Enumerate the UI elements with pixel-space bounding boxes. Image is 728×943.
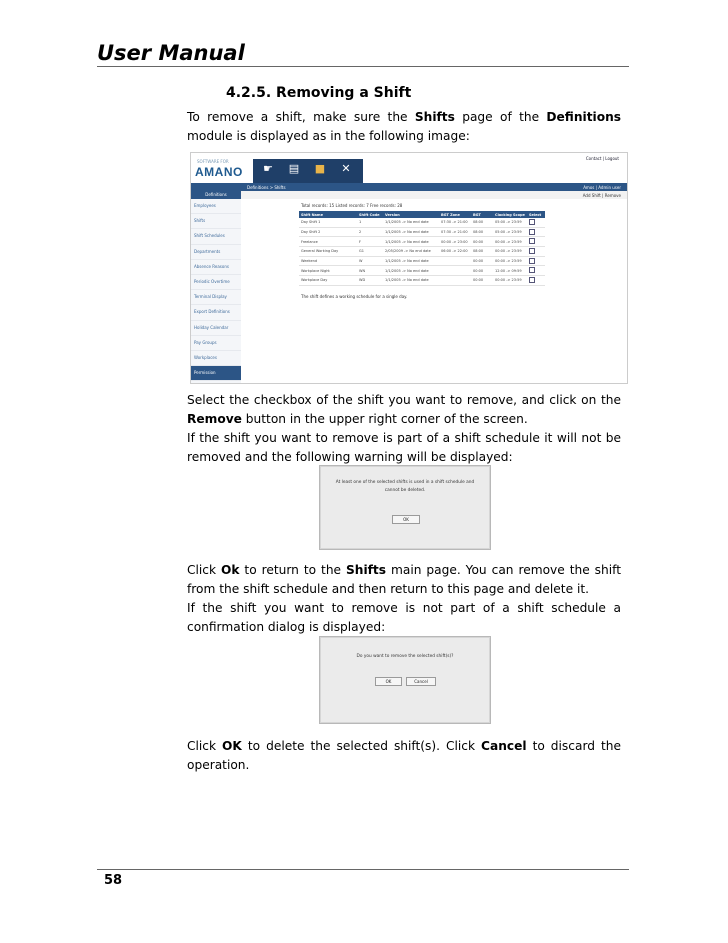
ok-button[interactable]: OK <box>375 677 402 686</box>
cell <box>439 256 471 266</box>
employees-icon: ☛ <box>263 162 273 175</box>
cell: W <box>357 256 383 266</box>
column-header: Select <box>527 211 545 218</box>
cell: 1/1/2005 -> No end date <box>383 218 439 227</box>
module-icon-bar <box>253 159 363 183</box>
confirm-message: Do you want to remove the selected shift(s)? <box>356 654 454 659</box>
select-checkbox <box>527 247 545 257</box>
cell: Weekend <box>299 256 357 266</box>
shifts-page-screenshot <box>190 152 628 384</box>
cell: 00:00 <box>471 256 493 266</box>
cell: 00:00 <box>471 276 493 286</box>
sidebar-item: Terminal Display <box>191 290 241 305</box>
sidebar-item: Permission <box>191 366 241 381</box>
cell: 2 <box>357 227 383 237</box>
cell: 07:30 -> 21:00 <box>439 227 471 237</box>
ok-paragraph: Click Ok to return to the Shifts main page. You can remove the shift from the shift schedule and then return to this page and delete it. If the shift you want to remove is not part of a shift schedule a confirmation dialog is displayed: <box>187 563 621 634</box>
cell <box>439 276 471 286</box>
cell: General Working Day <box>299 247 357 257</box>
cell: 2/05/2009 -> No end date <box>383 247 439 257</box>
cell: 1 <box>357 218 383 227</box>
shifts-table <box>299 211 545 286</box>
column-header: BGT <box>471 211 493 218</box>
warning-dialog <box>319 465 491 550</box>
cell: 00:00 <box>471 237 493 247</box>
column-header: Shift Name <box>299 211 357 218</box>
select-checkbox <box>527 218 545 227</box>
cell: 05:00 -> 23:59 <box>493 227 527 237</box>
sidebar-item: Workplaces <box>191 351 241 366</box>
select-checkbox <box>527 266 545 276</box>
table-row <box>299 218 545 227</box>
select-checkbox <box>527 227 545 237</box>
table-row <box>299 266 545 276</box>
cell: 00:00 -> 23:59 <box>493 256 527 266</box>
sidebar-item: Pay Groups <box>191 336 241 351</box>
table-row <box>299 256 545 266</box>
cell: 05:00 -> 23:59 <box>493 218 527 227</box>
table-row <box>299 237 545 247</box>
column-header: Shift Code <box>357 211 383 218</box>
header-links: Contact | Logout <box>585 156 619 161</box>
user-info: Amos | Admin user <box>583 184 621 190</box>
action-bar <box>191 191 627 199</box>
cell: 00:00 -> 23:59 <box>493 276 527 286</box>
select-checkbox <box>527 276 545 286</box>
select-checkbox <box>527 237 545 247</box>
sidebar-item: Periodic Overtime <box>191 275 241 290</box>
cell: Freelance <box>299 237 357 247</box>
sidebar-item: Holiday Calendar <box>191 321 241 336</box>
warning-line-2: cannot be deleted. <box>384 488 426 493</box>
table-row <box>299 247 545 257</box>
cell: 1/1/2005 -> No end date <box>383 266 439 276</box>
page-number: 58 <box>104 873 123 888</box>
cell: 00:00 <box>471 266 493 276</box>
shift-note: The shift defines a working schedule for a single day. <box>301 294 408 299</box>
definitions-sidebar <box>191 199 241 383</box>
confirm-dialog <box>319 636 491 724</box>
cell: Day Shift 2 <box>299 227 357 237</box>
cell: WN <box>357 266 383 276</box>
intro-paragraph: To remove a shift, make sure the Shifts page of the Definitions module is displayed as in the following image: <box>187 110 621 143</box>
select-checkbox <box>527 256 545 266</box>
amano-logo: AMANO <box>195 165 243 179</box>
app-header <box>191 153 627 183</box>
cell: 08:00 <box>471 227 493 237</box>
manual-title: User Manual <box>97 41 245 65</box>
cell: 1/1/2005 -> No end date <box>383 227 439 237</box>
final-paragraph: Click OK to delete the selected shift(s). Click Cancel to discard the operation. <box>187 739 621 772</box>
sidebar-item: Shift Schedules <box>191 229 241 244</box>
table-header-row <box>299 211 545 218</box>
cell: 00:00 -> 23:59 <box>493 247 527 257</box>
tools-icon: ✕ <box>341 162 351 175</box>
footer-rule <box>97 869 629 870</box>
cell: 00:00 -> 23:59 <box>493 237 527 247</box>
select-paragraph: Select the checkbox of the shift you want to remove, and click on the Remove button in the upper right corner of the screen. If the shift you want to remove is part of a shift schedule it will not be removed and the following warning will be displayed: <box>187 393 621 464</box>
cell: 08:00 <box>471 247 493 257</box>
sidebar-item: Shifts <box>191 214 241 229</box>
column-header: Version <box>383 211 439 218</box>
sidebar-item: Export Definitions <box>191 305 241 320</box>
cell: WD <box>357 276 383 286</box>
cell: F <box>357 237 383 247</box>
column-header: BGT Zone <box>439 211 471 218</box>
cell: 1/1/2005 -> No end date <box>383 256 439 266</box>
cell: 06:00 -> 22:00 <box>439 247 471 257</box>
add-remove-links: Add Shift | Remove <box>582 192 621 198</box>
logo-tagline: SOFTWARE FOR <box>197 159 229 164</box>
folder-icon: ■ <box>314 162 326 175</box>
table-row <box>299 227 545 237</box>
record-counts: Total records: 15 Listed records: 7 Free records: 28 <box>301 203 403 208</box>
sidebar-item: Absence Reasons <box>191 260 241 275</box>
sidebar-item: Employees <box>191 199 241 214</box>
sidebar-item: Departments <box>191 245 241 260</box>
warning-line-1: At least one of the selected shifts is used in a shift schedule and <box>335 480 475 485</box>
cell: Workplace Day <box>299 276 357 286</box>
cell <box>439 266 471 276</box>
cell: 08:00 <box>471 218 493 227</box>
cell: 07:30 -> 21:00 <box>439 218 471 227</box>
cell: Day Shift 1 <box>299 218 357 227</box>
reports-icon: ▤ <box>288 162 300 175</box>
nav-bar <box>191 183 627 191</box>
ok-button[interactable]: OK <box>392 515 420 524</box>
cell: 12:00 -> 09:59 <box>493 266 527 276</box>
cell: 00:00 -> 23:00 <box>439 237 471 247</box>
cell: 1/1/2005 -> No end date <box>383 276 439 286</box>
cell: G1 <box>357 247 383 257</box>
breadcrumb: Definitions > Shifts <box>247 184 286 190</box>
cell: 1/1/2005 -> No end date <box>383 237 439 247</box>
table-row <box>299 276 545 286</box>
column-header: Clocking Scope <box>493 211 527 218</box>
cell: Workplace Night <box>299 266 357 276</box>
definitions-tab: Definitions <box>191 191 241 199</box>
section-heading: 4.2.5. Removing a Shift <box>226 85 412 101</box>
cancel-button[interactable]: Cancel <box>406 677 436 686</box>
header-rule <box>97 66 629 67</box>
